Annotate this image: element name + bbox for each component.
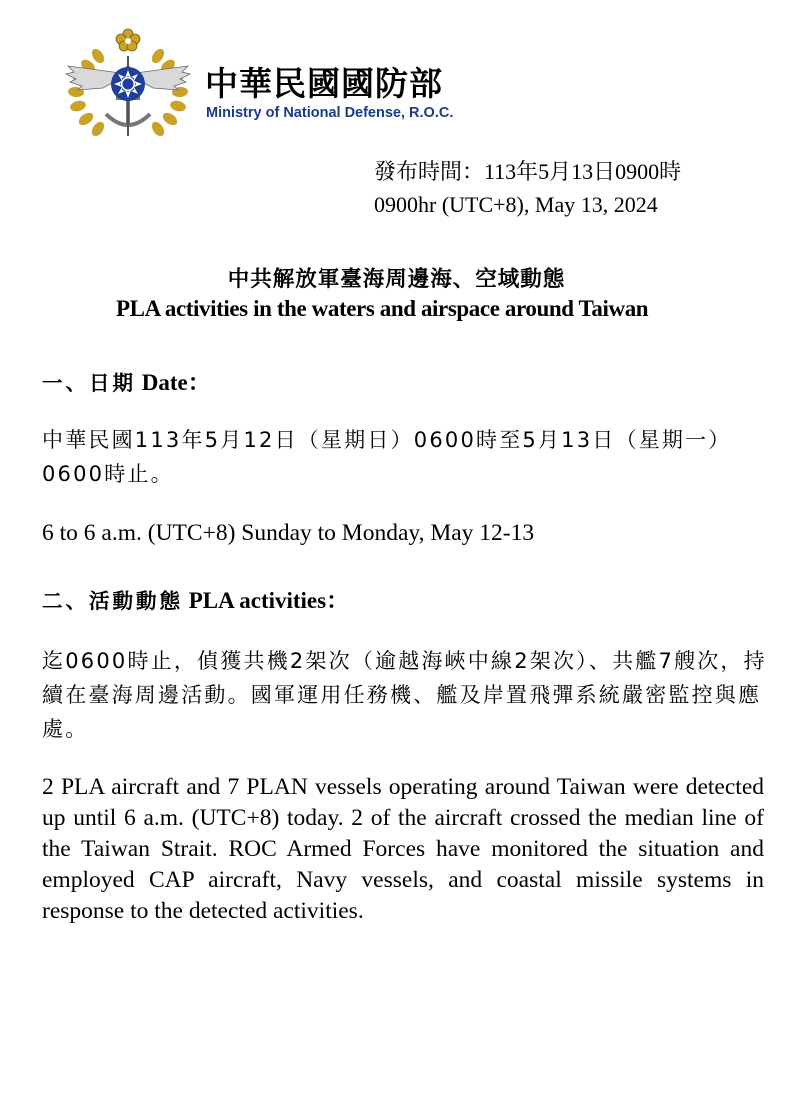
section-date-body-en: 6 to 6 a.m. (UTC+8) Sunday to Monday, May 12-13 <box>42 520 535 546</box>
section-date-heading-en: Date： <box>141 370 211 395</box>
release-time <box>374 155 681 221</box>
section-date-body-zh: 中華民國113年5月12日（星期日）0600時至5月13日（星期一）0600時止。 <box>42 428 732 486</box>
section-activities-heading-en: PLA activities： <box>188 588 350 613</box>
section-activities-heading <box>42 582 349 615</box>
title-zh: 中共解放軍臺海周邊海、空域動態 <box>227 267 566 292</box>
title-en: PLA activities in the waters and airspace around Taiwan <box>116 296 649 321</box>
release-time-zh: 發布時間：113年5月13日0900時 <box>374 159 682 184</box>
release-time-en: 0900hr (UTC+8), May 13, 2024 <box>374 192 658 217</box>
section-date-heading <box>42 364 211 397</box>
section-date-heading-zh: 一、日期 <box>42 371 136 395</box>
section-activities-body-en: 2 PLA aircraft and 7 PLAN vessels operating around Taiwan were detected up until 6 a.m. (UTC+8) today. 2 of the aircraft crossed the median line of the Taiwan Strait. ROC Armed Forces have monitored the situation and employed CAP aircraft, Navy vessels, and coastal missile systems in response to the detected activities. <box>42 774 764 924</box>
org-name-en: Ministry of National Defense, R.O.C. <box>206 105 454 121</box>
mnd-emblem-icon <box>58 26 198 146</box>
section-activities-body-zh: 迄0600時止，偵獲共機2架次（逾越海峽中線2架次）、共艦7艘次，持續在臺海周邊活動。國軍運用任務機、艦及岸置飛彈系統嚴密監控與應處。 <box>42 649 767 741</box>
section-activities-heading-zh: 二、活動動態 <box>42 589 183 613</box>
org-name-zh: 中華民國國防部 <box>205 64 443 103</box>
